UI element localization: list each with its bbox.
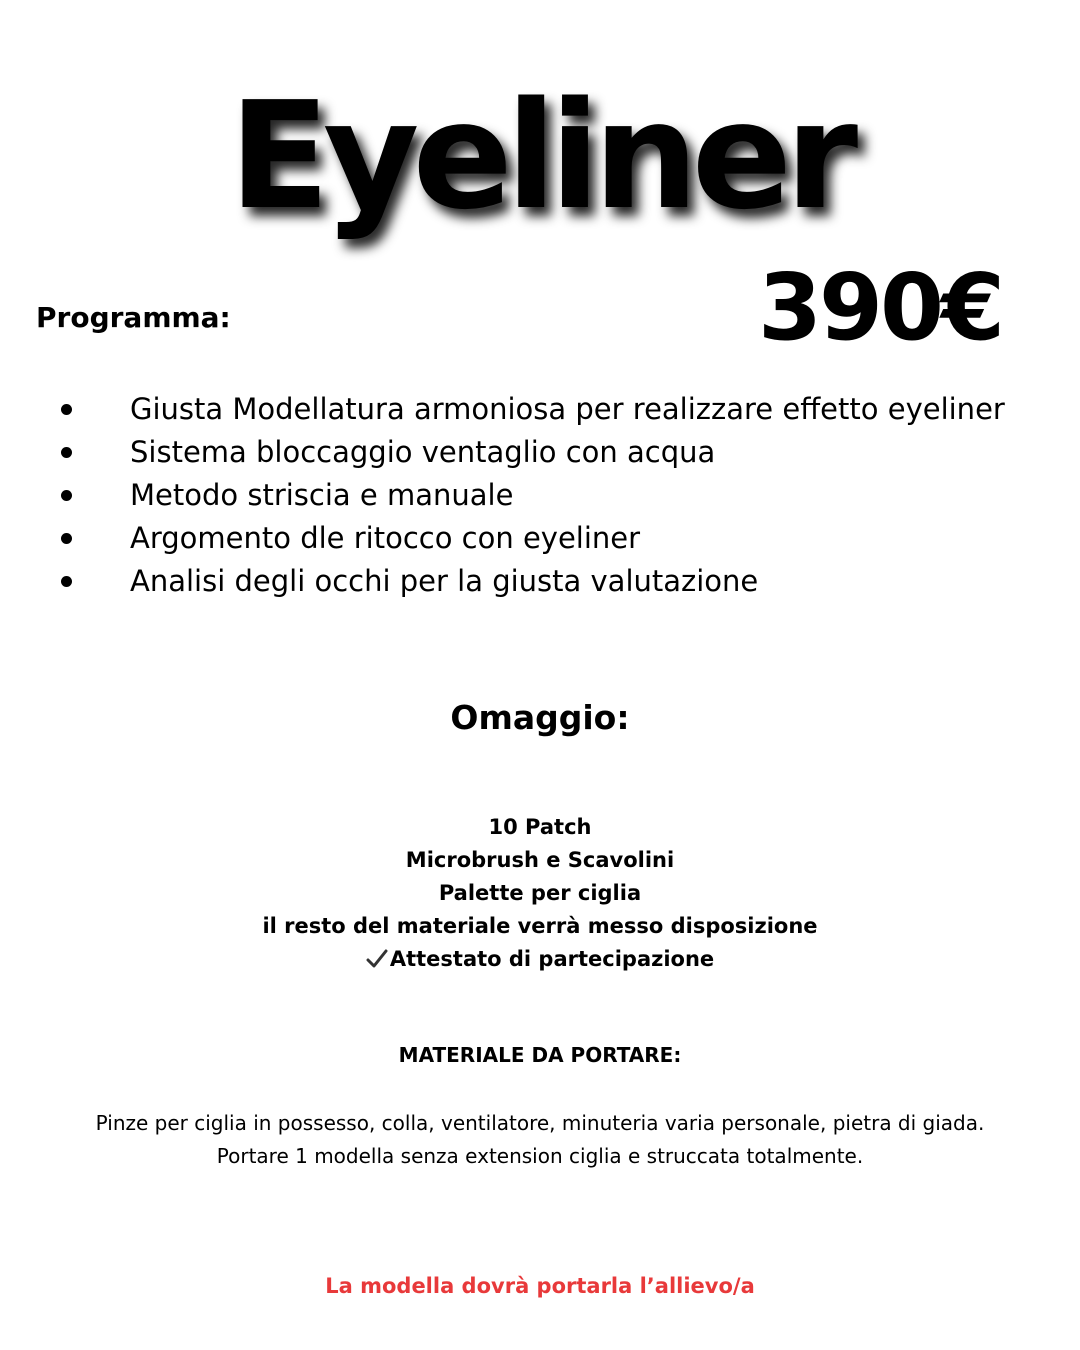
list-item	[0, 474, 1080, 517]
bullet-icon	[61, 533, 72, 544]
program-list	[0, 388, 1080, 603]
gift-heading: Omaggio:	[450, 698, 630, 737]
program-item-text: Giusta Modellatura armoniosa per realizzare effetto eyeliner	[130, 392, 1005, 426]
gift-item: il resto del materiale verrà messo disposizione	[262, 914, 818, 938]
program-heading: Programma:	[36, 301, 231, 334]
program-item-text: Analisi degli occhi per la giusta valutazione	[130, 564, 759, 598]
gift-item: Palette per ciglia	[438, 881, 642, 905]
program-item-text: Argomento dle ritocco con eyeliner	[130, 521, 641, 555]
gift-item-text: Attestato di partecipazione	[389, 947, 715, 971]
materials-line: Portare 1 modella senza extension ciglia e struccata totalmente.	[216, 1144, 864, 1168]
list-item	[0, 431, 1080, 474]
bullet-icon	[61, 447, 72, 458]
gift-item	[0, 943, 1080, 976]
materials-heading: MATERIALE DA PORTARE:	[398, 1043, 682, 1067]
price: 390€	[757, 254, 1003, 361]
list-item	[0, 517, 1080, 560]
materials-text	[0, 1107, 1080, 1173]
model-note: La modella dovrà portarla l’allievo/a	[325, 1274, 755, 1298]
bullet-icon	[61, 404, 72, 415]
gift-item: 10 Patch	[488, 815, 592, 839]
check-mark-icon	[366, 949, 388, 969]
gift-list	[0, 811, 1080, 976]
gift-item: Microbrush e Scavolini	[405, 848, 675, 872]
list-item	[0, 388, 1080, 431]
materials-line: Pinze per ciglia in possesso, colla, ventilatore, minuteria varia personale, pietra di giada.	[95, 1111, 985, 1135]
program-item-text: Metodo striscia e manuale	[130, 478, 514, 512]
bullet-icon	[61, 576, 72, 587]
program-item-text: Sistema bloccaggio ventaglio con acqua	[130, 435, 716, 469]
page-title: Eyeliner	[228, 70, 852, 242]
bullet-icon	[61, 490, 72, 501]
list-item	[0, 560, 1080, 603]
